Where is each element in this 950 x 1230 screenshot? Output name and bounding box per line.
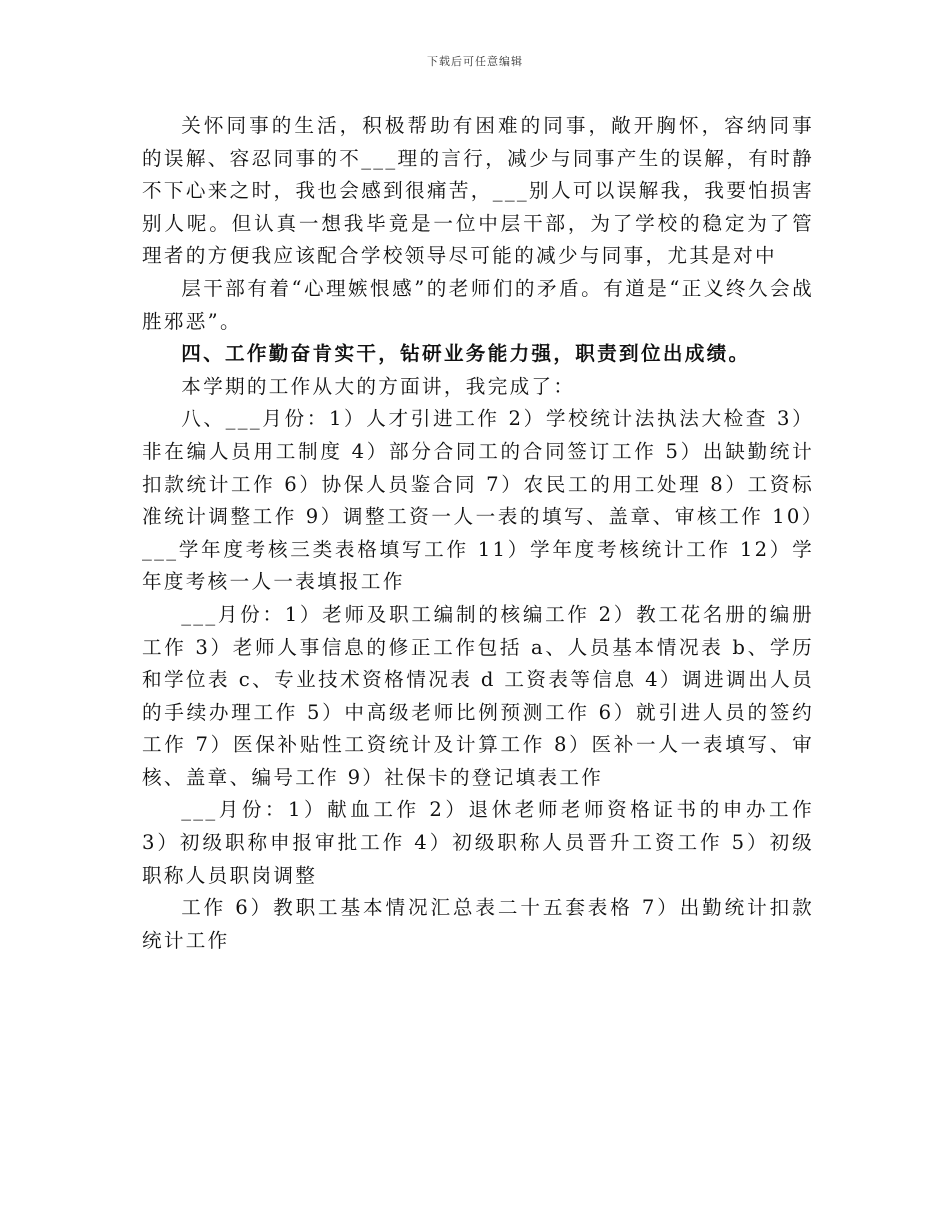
paragraph-intro: 本学期的工作从大的方面讲，我完成了： [181,374,576,398]
paragraph-month-three: ___月份：1）献血工作 2）退休老师老师资格证书的申办工作 3）初级职称申报审批工作 4）初级职称人员晋升工资工作 5）初级职称人员职岗调整 [142,798,814,887]
paragraph-month-eight: 八、___月份：1）人才引进工作 2）学校统计法执法大检查 3）非在编人员用工制度 4）部分合同工的合同签订工作 5）出缺勤统计扣款统计工作 6）协保人员鉴合同 7）农民工的用工处理 8）工资标准统计调整工作 9）调整工资一人一表的填写、盖章、审核工作 10）___学年度考核三类表格填写工作 11）学年度考核统计工作 12）学年度考核一人一表填报工作 [142,407,814,594]
page-header: 下载后可任意编辑 [427,55,523,68]
paragraph-colleagues: 关怀同事的生活，积极帮助有困难的同事，敞开胸怀，容纳同事的误解、容忍同事的不___理的言行，减少与同事产生的误解，有时静不下心来之时，我也会感到很痛苦，___别人可以误解我，我要怕损害别人呢。但认真一想我毕竟是一位中层干部，为了学校的稳定为了管理者的方便我应该配合学校领导尽可能的减少与同事，尤其是对中 [142,114,814,268]
document-body [142,110,814,957]
paragraph-month-three-cont: 工作 6）教职工基本情况汇总表二十五套表格 7）出勤统计扣款统计工作 [142,896,814,952]
paragraph-conflict: 层干部有着“心理嫉恨感”的老师们的矛盾。有道是“正义终久会战胜邪恶”。 [142,276,814,333]
section-heading-four: 四、工作勤奋肯实干，钻研业务能力强，职责到位出成绩。 [181,342,751,366]
paragraph-month-two: ___月份：1）老师及职工编制的核编工作 2）教工花名册的编册工作 3）老师人事信息的修正工作包括 a、人员基本情况表 b、学历和学位表 c、专业技术资格情况表 d 工资表等信息 4）调进调出人员的手续办理工作 5）中高级老师比例预测工作 6）就引进人员的签约工作 7）医保补贴性工资统计及计算工作 8）医补一人一表填写、审核、盖章、编号工作 9）社保卡的登记填表工作 [142,602,814,789]
